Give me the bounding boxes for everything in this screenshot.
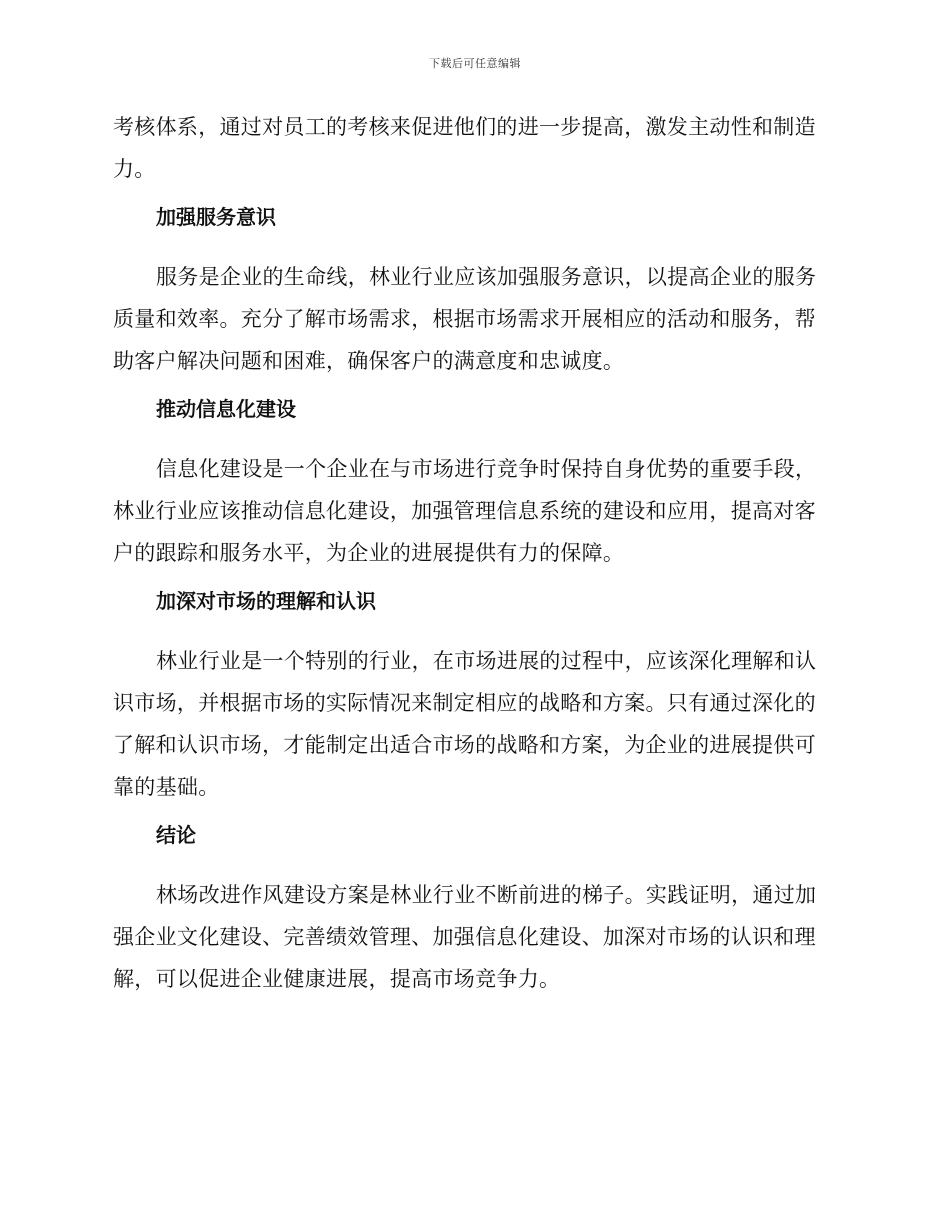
paragraph-intro: 考核体系，通过对员工的考核来促进他们的进一步提高，激发主动性和制造力。 xyxy=(113,115,816,181)
section-heading-informatization: 推动信息化建设 xyxy=(156,397,296,421)
paragraph-informatization: 信息化建设是一个企业在与市场进行竞争时保持自身优势的重要手段，林业行业应该推动信息化建设，加强管理信息系统的建设和应用，提高对客户的跟踪和服务水平，为企业的进展提供有力的保障。 xyxy=(113,457,817,565)
section-heading-conclusion: 结论 xyxy=(156,823,196,847)
paragraph-service: 服务是企业的生命线，林业行业应该加强服务意识，以提高企业的服务质量和效率。充分了解市场需求，根据市场需求开展相应的活动和服务，帮助客户解决问题和困难，确保客户的满意度和忠诚度。 xyxy=(113,265,817,373)
page-header: 下载后可任意编辑 xyxy=(429,57,521,70)
paragraph-conclusion: 林场改进作风建设方案是林业行业不断前进的梯子。实践证明，通过加强企业文化建设、完善绩效管理、加强信息化建设、加深对市场的认识和理解，可以促进企业健康进展，提高市场竞争力。 xyxy=(113,883,817,991)
section-heading-market: 加深对市场的理解和认识 xyxy=(156,589,376,613)
document-body xyxy=(113,106,833,1012)
section-heading-service: 加强服务意识 xyxy=(156,205,276,229)
paragraph-market: 林业行业是一个特别的行业，在市场进展的过程中，应该深化理解和认识市场，并根据市场的实际情况来制定相应的战略和方案。只有通过深化的了解和认识市场，才能制定出适合市场的战略和方案，为企业的进展提供可靠的基础。 xyxy=(113,649,817,799)
